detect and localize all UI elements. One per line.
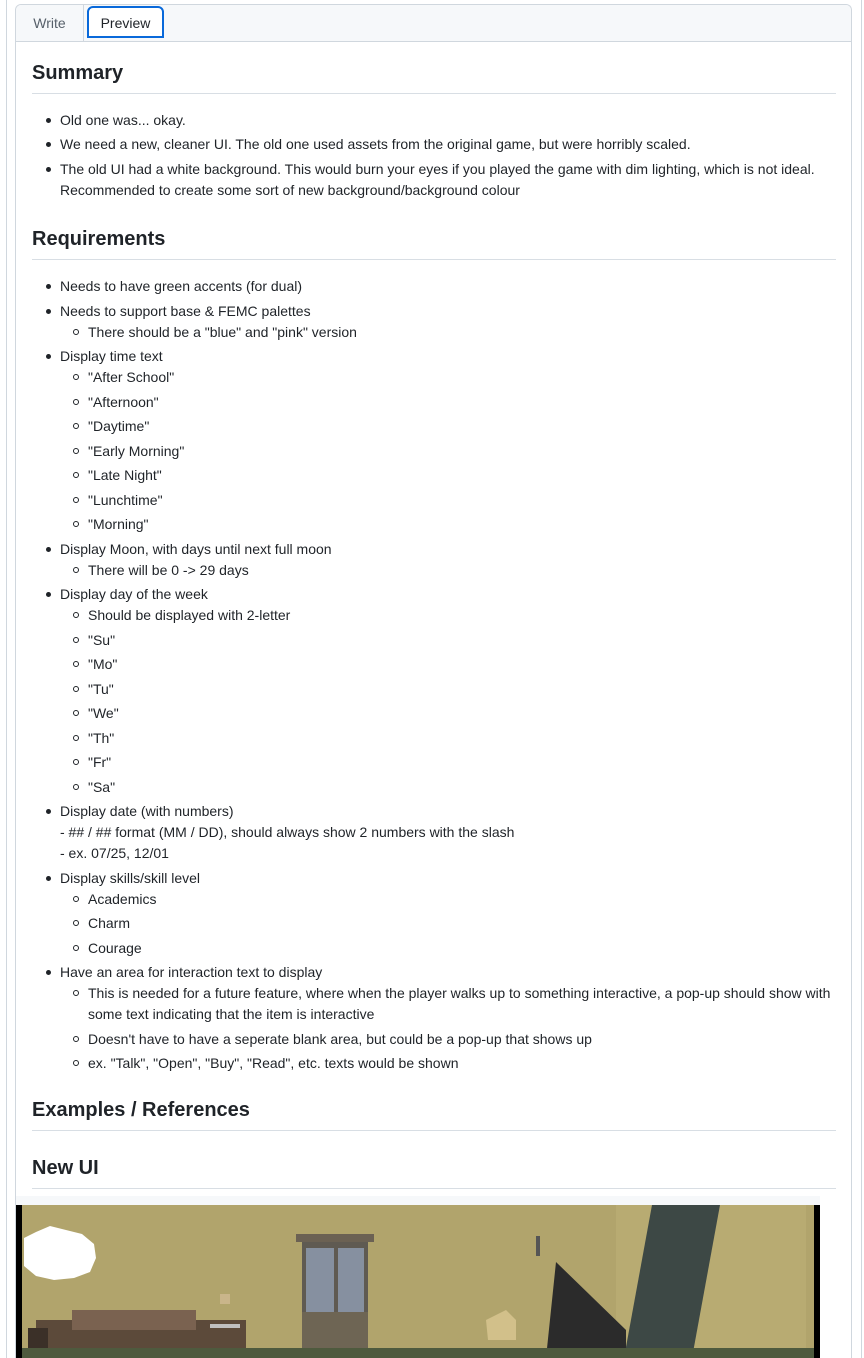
list-item: "Late Night"	[32, 465, 836, 486]
list-item: Display skills/skill level	[32, 868, 836, 889]
list-item: Charm	[32, 913, 836, 934]
list-item: "After School"	[32, 367, 836, 388]
list-item: "Sa"	[32, 777, 836, 798]
list-item: This is needed for a future feature, where when the player walks up to something interactive, a pop-up should show with some text indicating that the item is interactive	[32, 983, 836, 1025]
list-item: "Daytime"	[32, 416, 836, 437]
tab-preview[interactable]: Preview	[87, 6, 164, 38]
list-item: Display day of the week	[32, 584, 836, 605]
comment-editor	[15, 4, 852, 1358]
list-item: "Morning"	[32, 514, 836, 535]
list-item: "Afternoon"	[32, 392, 836, 413]
list-item: There should be a "blue" and "pink" version	[32, 322, 836, 343]
list-item: There will be 0 -> 29 days	[32, 560, 836, 581]
list-item: Courage	[32, 938, 836, 959]
new-ui-screenshot	[16, 1196, 820, 1358]
list-item: ex. "Talk", "Open", "Buy", "Read", etc. texts would be shown	[32, 1053, 836, 1074]
requirements-list	[32, 276, 836, 1074]
markdown-preview	[32, 41, 836, 1189]
list-item: "Tu"	[32, 679, 836, 700]
list-item: We need a new, cleaner UI. The old one used assets from the original game, but were horribly scaled.	[32, 134, 836, 155]
list-item: Display Moon, with days until next full moon	[32, 539, 836, 560]
heading-summary: Summary	[32, 59, 836, 94]
list-item: "Su"	[32, 630, 836, 651]
list-item: - ex. 07/25, 12/01	[60, 845, 169, 861]
outer-border-right	[861, 0, 862, 1358]
list-item: "Fr"	[32, 752, 836, 773]
summary-list	[32, 110, 836, 201]
list-item: Display time text	[32, 346, 836, 367]
list-item: Have an area for interaction text to display	[32, 962, 836, 983]
list-item: "Mo"	[32, 654, 836, 675]
list-item: - ## / ## format (MM / DD), should always show 2 numbers with the slash	[60, 824, 515, 840]
list-item: Needs to support base & FEMC palettes	[32, 301, 836, 322]
list-item: "Lunchtime"	[32, 490, 836, 511]
list-item: Should be displayed with 2-letter	[32, 605, 836, 626]
list-item: "We"	[32, 703, 836, 724]
list-item: "Early Morning"	[32, 441, 836, 462]
list-item: "Th"	[32, 728, 836, 749]
heading-new-ui: New UI	[32, 1154, 836, 1189]
editor-tabbar	[16, 5, 851, 42]
list-item: Needs to have green accents (for dual)	[32, 276, 836, 297]
list-item: The old UI had a white background. This would burn your eyes if you played the game with dim lighting, which is not ideal. Recommended to create some sort of new background/background colour	[32, 159, 836, 201]
heading-examples: Examples / References	[32, 1096, 836, 1131]
list-item: Doesn't have to have a seperate blank area, but could be a pop-up that shows up	[32, 1029, 836, 1050]
list-item: Academics	[32, 889, 836, 910]
tab-write[interactable]: Write	[16, 5, 84, 41]
list-item: Old one was... okay.	[32, 110, 836, 131]
list-item: Display date (with numbers)	[32, 801, 836, 822]
heading-requirements: Requirements	[32, 225, 836, 260]
outer-border-left	[6, 0, 7, 1358]
game-scene-image	[16, 1196, 820, 1358]
